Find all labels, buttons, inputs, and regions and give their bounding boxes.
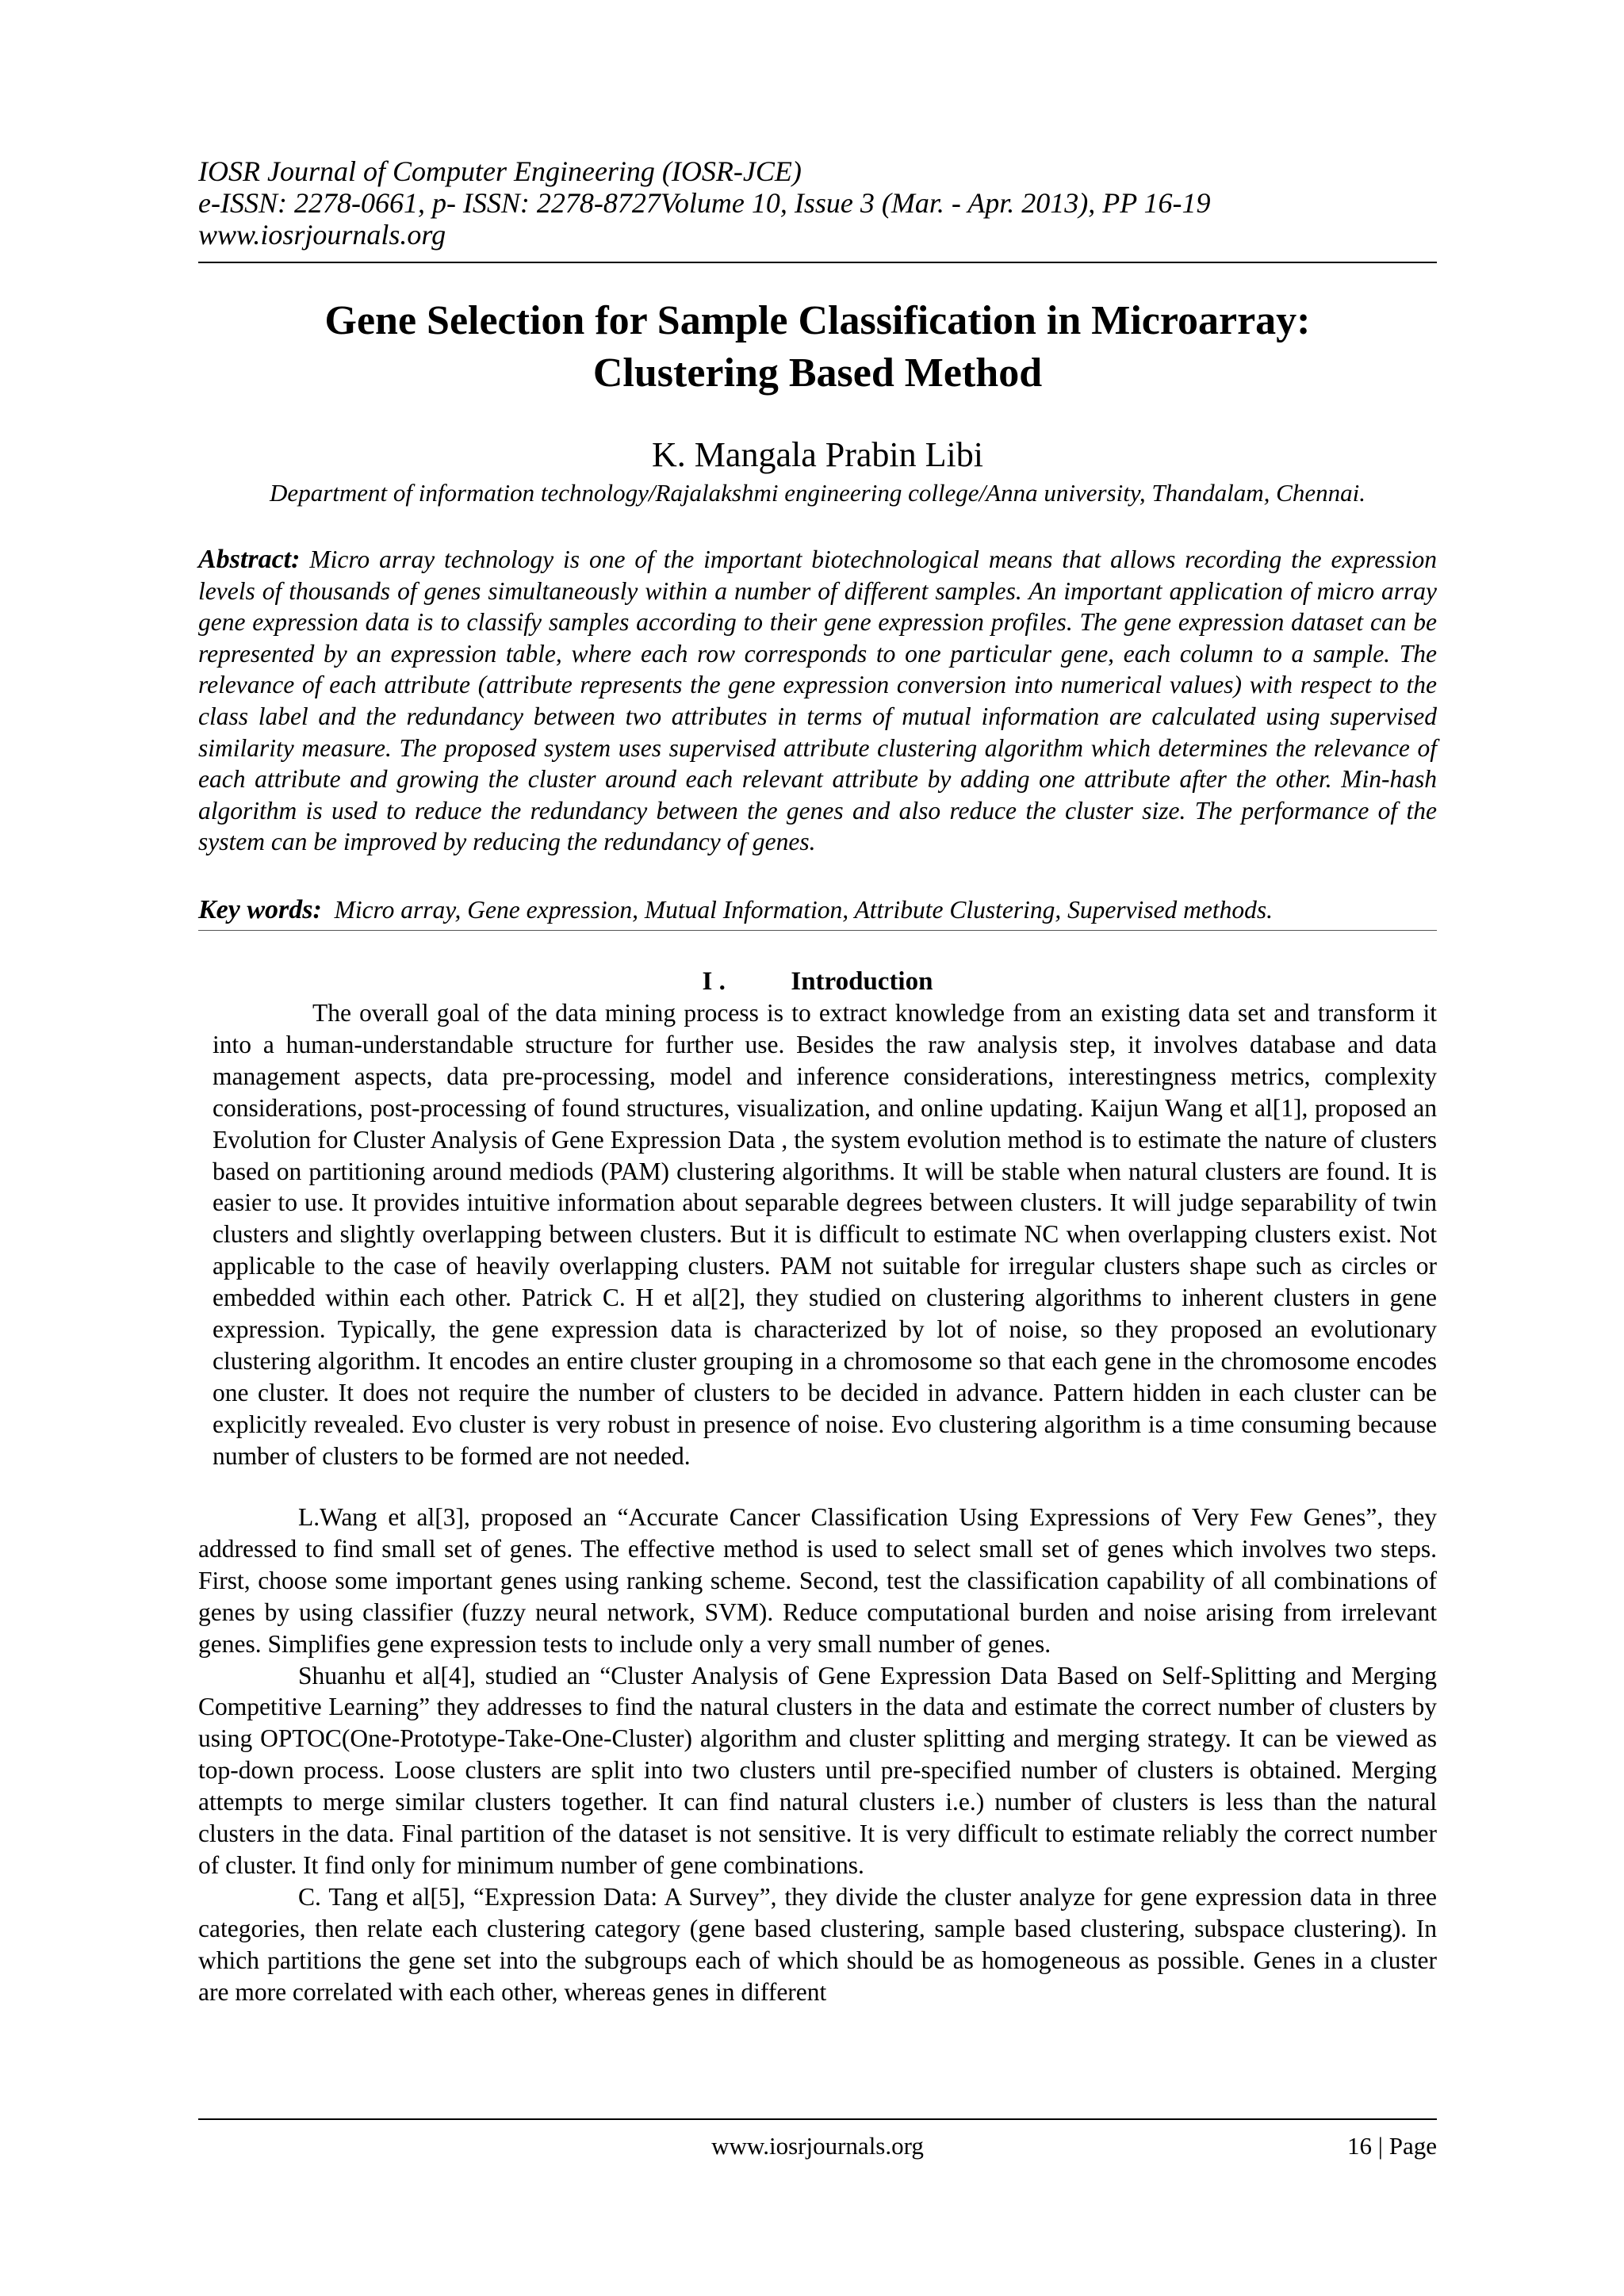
keywords-label: Key words: <box>198 895 322 924</box>
paragraph: C. Tang et al[5], “Expression Data: A Survey”, they divide the cluster analyze for gene expression data in three categories, then relate each clustering category (gene based clustering, sample based clustering, subspace clustering). In which partitions the gene set into the subgroups each of which should be as homogeneous as possible. Genes in a cluster are more correlated with each other, whereas genes in different <box>198 1882 1437 2006</box>
paragraph: The overall goal of the data mining process is to extract knowledge from an existing data set and transform it into a human-understandable structure for further use. Besides the raw analysis step, it involves database and data management aspects, data pre-processing, model and inference considerations, interestingness metrics, complexity considerations, post-processing of found structures, visualization, and online updating. Kaijun Wang et al[1], proposed an Evolution for Cluster Analysis of Gene Expression Data , the system evolution method is to estimate the nature of clusters based on partitioning around mediods (PAM) clustering algorithms. It will be stable when natural clusters are found. It is easier to use. It provides intuitive information about separable degrees between clusters. It will judge separability of twin clusters and slightly overlapping between clusters. But it is difficult to estimate NC when overlapping clusters exist. Not applicable to the case of heavily overlapping clusters. PAM not suitable for irregular clusters shape such as circles or embedded within each other. Patrick C. H et al[2], they studied on clustering algorithms to inherent clusters in gene expression. Typically, the gene expression data is characterized by lot of noise, so they proposed an evolutionary clustering algorithm. It encodes an entire cluster grouping in a chromosome so that each gene in the chromosome encodes one cluster. It does not require the number of clusters to be decided in advance. Pattern hidden in each cluster can be explicitly revealed. Evo cluster is very robust in presence of noise. Evo clustering algorithm is a time consuming because number of clusters to be formed are not needed. <box>213 999 1437 1470</box>
footer-website: www.iosrjournals.org <box>711 2132 924 2160</box>
page-number: 16 | Page <box>1347 2132 1437 2160</box>
keywords <box>198 894 1437 926</box>
author-name: K. Mangala Prabin Libi <box>652 435 983 474</box>
abstract-label: Abstract: <box>198 545 301 574</box>
paragraph: Shuanhu et al[4], studied an “Cluster Analysis of Gene Expression Data Based on Self-Splitting and Merging Competitive Learning” they addresses to find the natural clusters in the data and estimate the correct number of clusters by using OPTOC(One-Prototype-Take-One-Cluster) algorithm and cluster splitting and merging strategy. It can be viewed as top-down process. Loose clusters are split into two clusters until pre-specified number of clusters is obtained. Merging attempts to merge similar clusters together. It can find natural clusters i.e.) number of clusters is less than the natural clusters in the data. Final partition of the dataset is not sensitive. It is very difficult to estimate reliably the correct number of cluster. It find only for minimum number of gene combinations. <box>198 1661 1437 1879</box>
paper-title-line-2: Clustering Based Method <box>592 350 1043 396</box>
abstract-divider <box>198 930 1437 931</box>
section-heading <box>198 966 1437 997</box>
journal-website: www.iosrjournals.org <box>198 219 446 251</box>
abstract <box>198 544 1437 858</box>
paper-title-line-1: Gene Selection for Sample Classification in Microarray: <box>324 298 1311 343</box>
journal-header <box>198 155 1435 251</box>
section-title: Introduction <box>791 967 933 996</box>
keywords-text: Micro array, Gene expression, Mutual Information, Attribute Clustering, Supervised methods. <box>334 896 1274 924</box>
introduction-body <box>198 1502 1437 2008</box>
paragraph: L.Wang et al[3], proposed an “Accurate Cancer Classification Using Expressions of Very Few Genes”, they addressed to find small set of genes. The effective method is used to select small set of genes which involves two steps. First, choose some important genes using ranking scheme. Second, test the classification capability of all combinations of genes by using classifier (fuzzy neural network, SVM). Reduce computational burden and noise arising from irrelevant genes. Simplifies gene expression tests to include only a very small number of genes. <box>198 1503 1437 1658</box>
abstract-text: Micro array technology is one of the important biotechnological means that allows recording the expression levels of thousands of genes simultaneously within a number of different samples. An important application of micro array gene expression data is to classify samples according to their gene expression profiles. The gene expression dataset can be represented by an expression table, where each row corresponds to one particular gene, each column to a sample. The relevance of each attribute (attribute represents the gene expression conversion into numerical values) with respect to the class label and the redundancy between two attributes in terms of mutual information are calculated using supervised similarity measure. The proposed system uses supervised attribute clustering algorithm which determines the relevance of each attribute and growing the cluster around each relevant attribute by adding one attribute after the other. Min-hash algorithm is used to reduce the redundancy between the genes and also reduce the cluster size. The performance of the system can be improved by reducing the redundancy of genes. <box>198 545 1438 856</box>
journal-name: IOSR Journal of Computer Engineering (IOSR-JCE) <box>198 155 802 187</box>
journal-issn: e-ISSN: 2278-0661, p- ISSN: 2278-8727Volume 10, Issue 3 (Mar. - Apr. 2013), PP 16-19 <box>198 187 1211 219</box>
introduction-first-paragraph <box>213 997 1437 1472</box>
footer-divider <box>198 2118 1437 2120</box>
section-number: I . <box>702 967 726 996</box>
author-affiliation: Department of information technology/Rajalakshmi engineering college/Anna university, Thandalam, Chennai. <box>270 479 1365 507</box>
paper-title <box>198 295 1437 400</box>
header-divider <box>198 262 1437 263</box>
